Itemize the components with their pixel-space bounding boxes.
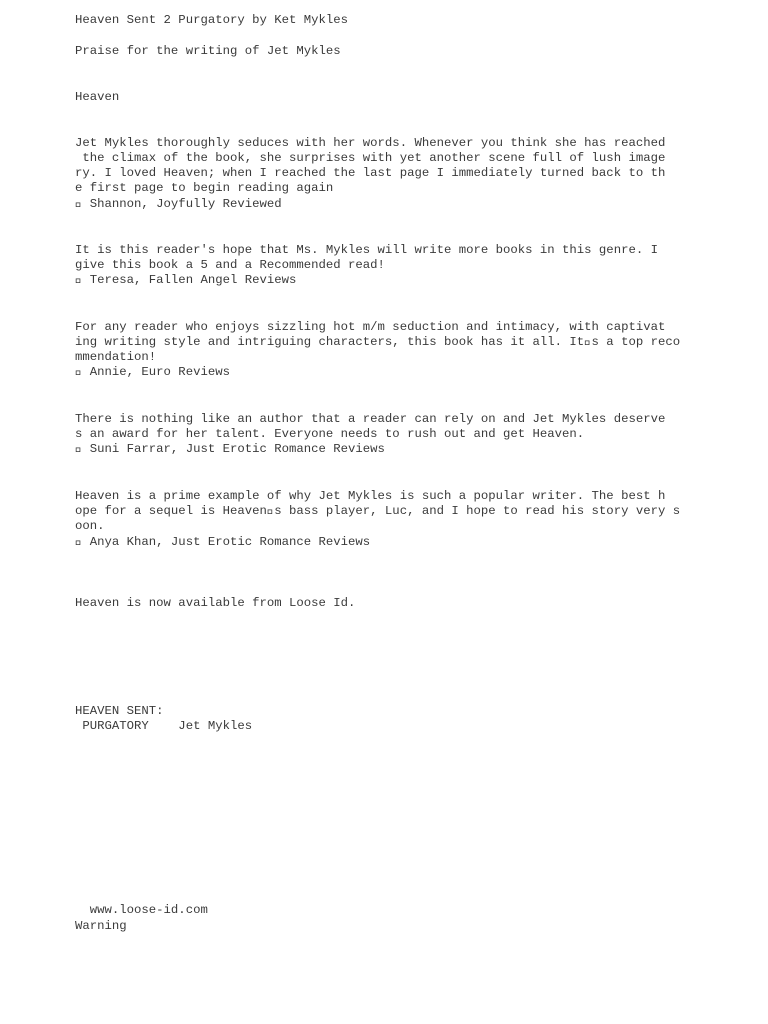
- review-attribution:   Annie, Euro Reviews: [75, 365, 230, 379]
- review-line: give this book a 5 and a Recommended read!: [75, 258, 385, 272]
- review-line: It is this reader's hope that Ms. Mykles will write more books in this genre. I: [75, 243, 658, 257]
- review-line: ing writing style and intriguing characters, this book has it all. It s a top reco: [75, 335, 681, 349]
- book-name: Heaven: [75, 90, 120, 104]
- document-title: Heaven Sent 2 Purgatory by Ket Mykles: [75, 13, 349, 27]
- review-line: ry. I loved Heaven; when I reached the last page I immediately turned back to th: [75, 166, 666, 180]
- review-line: Heaven is a prime example of why Jet Mykles is such a popular writer. The best h: [75, 489, 666, 503]
- review-line: e first page to begin reading again: [75, 181, 334, 195]
- website-link[interactable]: www.loose-id.com: [75, 903, 208, 917]
- title-block-line1: HEAVEN SENT:: [75, 704, 164, 718]
- review-line: the climax of the book, she surprises with yet another scene full of lush image: [75, 151, 666, 165]
- availability-note: Heaven is now available from Loose Id.: [75, 596, 356, 610]
- review-attribution:   Teresa, Fallen Angel Reviews: [75, 273, 297, 287]
- review-attribution:   Anya Khan, Just Erotic Romance Reviews: [75, 535, 371, 549]
- title-block-line2: PURGATORY Jet Mykles: [75, 719, 253, 733]
- praise-heading: Praise for the writing of Jet Mykles: [75, 44, 341, 58]
- review-line: There is nothing like an author that a reader can rely on and Jet Mykles deserve: [75, 412, 666, 426]
- warning-heading: Warning: [75, 919, 127, 933]
- review-attribution:   Shannon, Joyfully Reviewed: [75, 197, 282, 211]
- review-line: Jet Mykles thoroughly seduces with her words. Whenever you think she has reached: [75, 136, 666, 150]
- review-attribution:   Suni Farrar, Just Erotic Romance Reviews: [75, 442, 385, 456]
- review-line: For any reader who enjoys sizzling hot m/m seduction and intimacy, with captivat: [75, 320, 666, 334]
- review-line: mmendation!: [75, 350, 157, 364]
- review-line: ope for a sequel is Heaven s bass player, Luc, and I hope to read his story very s: [75, 504, 681, 518]
- review-line: s an award for her talent. Everyone needs to rush out and get Heaven.: [75, 427, 585, 441]
- review-line: oon.: [75, 519, 105, 533]
